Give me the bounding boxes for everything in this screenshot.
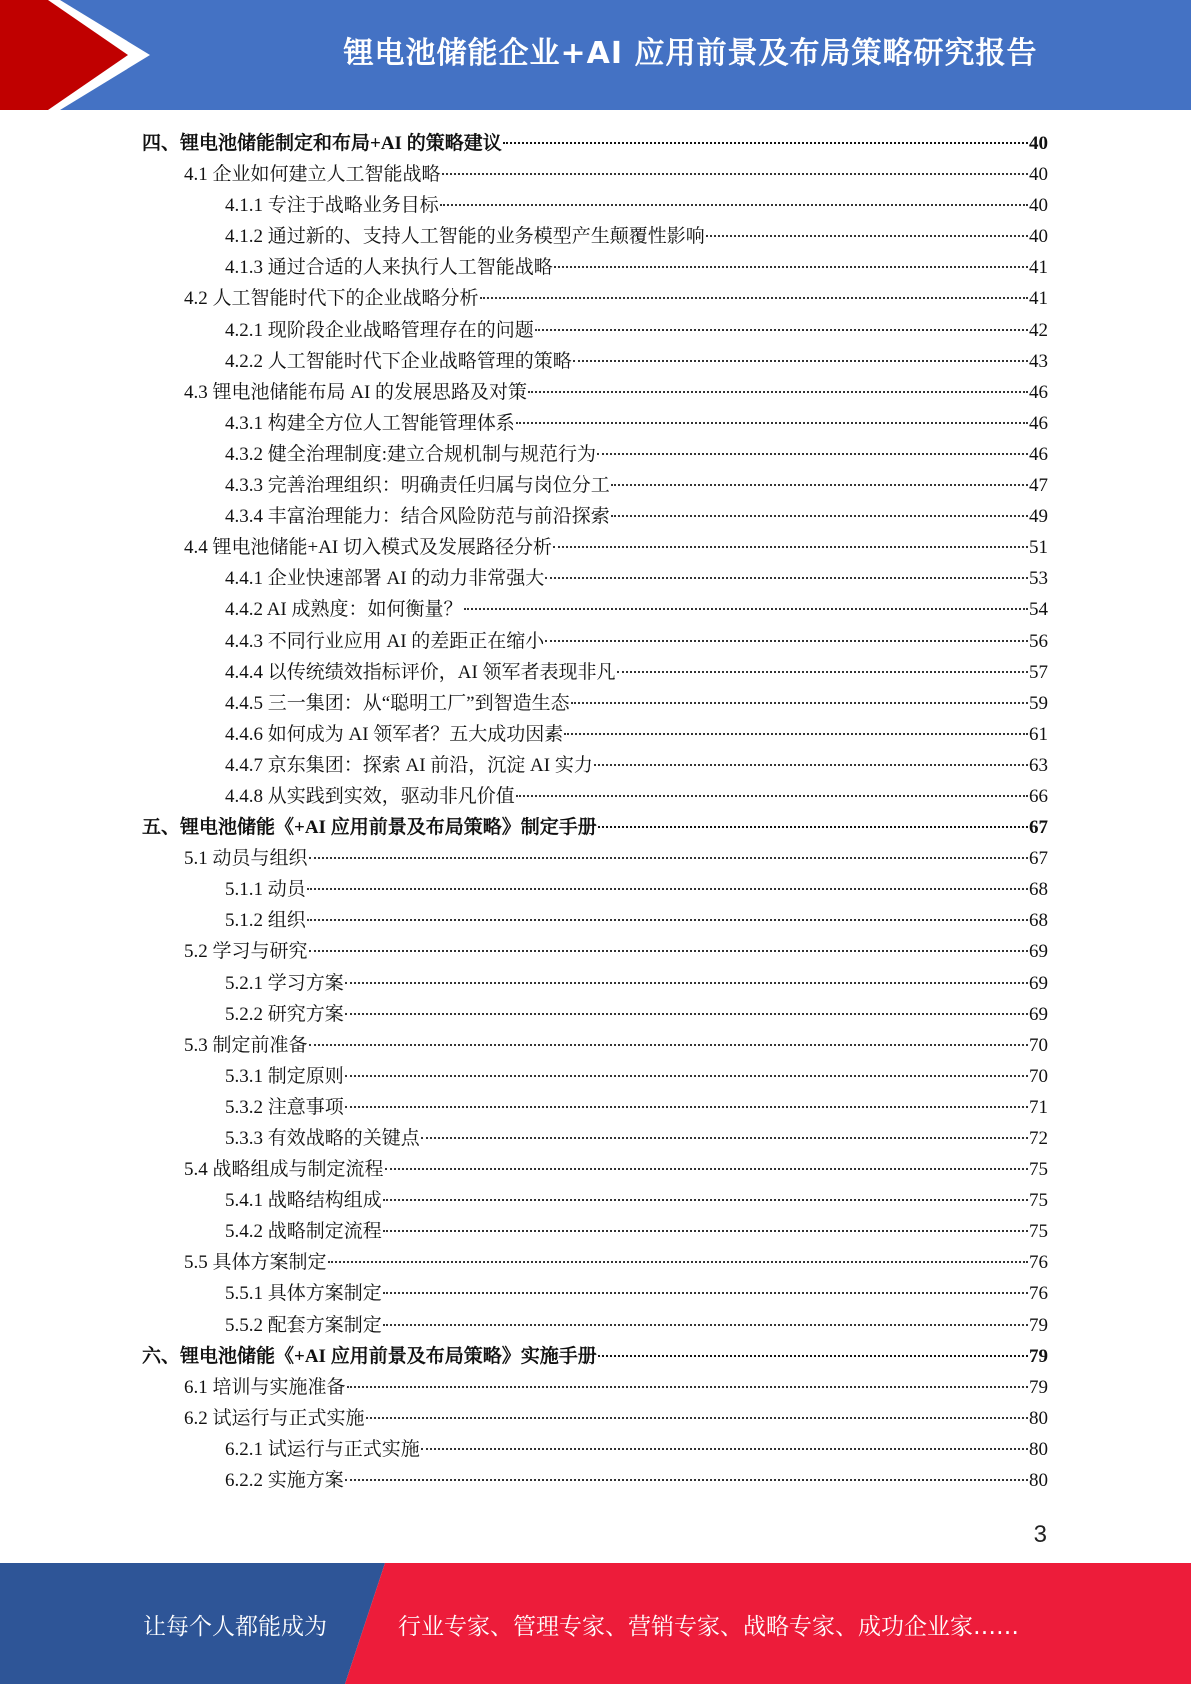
toc-entry-title: 4.3.1 构建全方位人工智能管理体系 [225, 412, 515, 434]
toc-entry[interactable] [142, 501, 1048, 532]
toc-entry-title: 4.1.1 专注于战略业务目标 [225, 195, 439, 217]
toc-entry-page: 79 [1029, 1314, 1048, 1336]
toc-entry-title: 5.2 学习与研究 [184, 941, 308, 963]
toc-entry-page: 69 [1029, 1003, 1048, 1025]
toc-entry-page: 41 [1029, 288, 1048, 310]
toc-leader-dots [554, 266, 1028, 268]
toc-entry[interactable] [142, 1216, 1048, 1247]
toc-entry[interactable] [142, 1372, 1048, 1403]
toc-entry[interactable] [142, 1403, 1048, 1434]
toc-entry-page: 68 [1029, 879, 1048, 901]
toc-leader-dots [571, 702, 1028, 704]
toc-entry-title: 4.2 人工智能时代下的企业战略分析 [184, 288, 479, 310]
toc-entry[interactable] [142, 1247, 1048, 1278]
toc-entry-page: 80 [1029, 1407, 1048, 1429]
toc-entry-title: 4.4.8 从实践到实效，驱动非凡价值 [225, 785, 515, 807]
toc-entry-page: 71 [1029, 1096, 1048, 1118]
toc-entry[interactable] [142, 377, 1048, 408]
toc-leader-dots [573, 360, 1028, 362]
toc-entry-page: 49 [1029, 506, 1048, 528]
toc-entry[interactable] [142, 283, 1048, 314]
toc-entry[interactable] [142, 315, 1048, 346]
toc-leader-dots [706, 235, 1028, 237]
toc-entry-title: 5.1.2 组织 [225, 910, 306, 932]
toc-entry[interactable] [142, 563, 1048, 594]
toc-entry-page: 79 [1029, 1345, 1048, 1367]
toc-entry-page: 69 [1029, 941, 1048, 963]
toc-entry[interactable] [142, 688, 1048, 719]
toc-leader-dots [545, 577, 1028, 579]
toc-leader-dots [345, 982, 1028, 984]
toc-entry-page: 43 [1029, 350, 1048, 372]
toc-entry[interactable] [142, 221, 1048, 252]
toc-entry-title: 5.5.1 具体方案制定 [225, 1283, 382, 1305]
toc-entry-title: 4.4 锂电池储能+AI 切入模式及发展路径分析 [184, 537, 553, 559]
toc-leader-dots [553, 546, 1028, 548]
toc-entry-page: 80 [1029, 1470, 1048, 1492]
toc-entry[interactable] [142, 252, 1048, 283]
toc-entry[interactable] [142, 1030, 1048, 1061]
toc-entry-page: 75 [1029, 1159, 1048, 1181]
toc-entry[interactable] [142, 750, 1048, 781]
toc-entry-title: 5.4.1 战略结构组成 [225, 1190, 382, 1212]
toc-entry-page: 63 [1029, 754, 1048, 776]
toc-entry[interactable] [142, 1123, 1048, 1154]
toc-entry-page: 76 [1029, 1252, 1048, 1274]
toc-entry[interactable] [142, 936, 1048, 967]
page-header [0, 0, 1191, 110]
toc-entry[interactable] [142, 159, 1048, 190]
toc-entry-page: 40 [1029, 133, 1048, 154]
toc-entry-page: 40 [1029, 226, 1048, 248]
toc-leader-dots [309, 1044, 1028, 1046]
report-title: 锂电池储能企业+AI 应用前景及布局策略研究报告 [343, 36, 1038, 71]
toc-entry[interactable] [142, 1341, 1048, 1372]
toc-entry-title: 5.5.2 配套方案制定 [225, 1314, 382, 1336]
toc-leader-dots [516, 422, 1028, 424]
toc-entry[interactable] [142, 1310, 1048, 1341]
toc-entry-page: 54 [1029, 599, 1048, 621]
toc-leader-dots [307, 919, 1028, 921]
toc-entry-title: 4.4.2 AI 成熟度：如何衡量？ [225, 599, 463, 621]
toc-entry-title: 六、锂电池储能《+AI 应用前景及布局策略》实施手册 [142, 1345, 597, 1367]
toc-leader-dots [617, 671, 1028, 673]
toc-leader-dots [503, 142, 1028, 144]
toc-entry-page: 40 [1029, 195, 1048, 217]
toc-entry-title: 4.3 锂电池储能布局 AI 的发展思路及对策 [184, 381, 528, 403]
toc-entry-page: 72 [1029, 1128, 1048, 1149]
toc-leader-dots [442, 173, 1028, 175]
toc-leader-dots [421, 1137, 1028, 1139]
toc-leader-dots [383, 1199, 1028, 1201]
toc-entry-page: 67 [1029, 817, 1048, 839]
toc-entry[interactable] [142, 128, 1048, 159]
toc-leader-dots [309, 950, 1028, 952]
toc-entry-page: 69 [1029, 972, 1048, 994]
toc-entry-title: 4.4.5 三一集团：从“聪明工厂”到智造生态 [225, 692, 570, 714]
toc-entry-title: 4.1 企业如何建立人工智能战略 [184, 164, 441, 186]
toc-entry-title: 6.2.1 试运行与正式实施 [225, 1438, 420, 1460]
toc-entry-title: 6.2 试运行与正式实施 [184, 1407, 365, 1429]
toc-entry[interactable] [142, 408, 1048, 439]
page-footer [0, 1563, 1191, 1684]
footer-slogan-left: 让每个人都能成为 [143, 1614, 327, 1640]
toc-leader-dots [598, 1355, 1028, 1357]
toc-leader-dots [535, 329, 1028, 331]
toc-leader-dots [594, 764, 1028, 766]
header-arrow-decoration [0, 0, 150, 110]
toc-entry-page: 70 [1029, 1034, 1048, 1056]
page-number: 3 [1033, 1521, 1047, 1548]
toc-entry-page: 57 [1029, 661, 1048, 683]
toc-leader-dots [307, 888, 1028, 890]
toc-entry-title: 5.2.1 学习方案 [225, 972, 344, 994]
toc-entry-page: 76 [1029, 1283, 1048, 1305]
toc-entry-page: 80 [1029, 1438, 1048, 1460]
toc-entry-title: 4.3.4 丰富治理能力：结合风险防范与前沿探索 [225, 506, 610, 528]
toc-entry-title: 4.4.4 以传统绩效指标评价，AI 领军者表现非凡 [225, 661, 616, 683]
toc-leader-dots [383, 1230, 1028, 1232]
toc-entry-page: 66 [1029, 785, 1048, 807]
toc-leader-dots [383, 1292, 1028, 1294]
table-of-contents [142, 128, 1048, 1496]
toc-entry[interactable] [142, 905, 1048, 936]
toc-entry[interactable] [142, 657, 1048, 688]
toc-leader-dots [528, 391, 1028, 393]
toc-entry[interactable] [142, 1185, 1048, 1216]
toc-entry-title: 5.3.3 有效战略的关键点 [225, 1128, 420, 1149]
toc-entry[interactable] [142, 346, 1048, 377]
toc-leader-dots [440, 204, 1028, 206]
toc-leader-dots [480, 297, 1028, 299]
toc-entry[interactable] [142, 594, 1048, 625]
toc-leader-dots [345, 1106, 1028, 1108]
toc-entry[interactable] [142, 1154, 1048, 1185]
toc-entry-page: 75 [1029, 1221, 1048, 1243]
toc-leader-dots [564, 733, 1028, 735]
toc-leader-dots [611, 484, 1028, 486]
toc-leader-dots [309, 857, 1028, 859]
toc-entry[interactable] [142, 999, 1048, 1030]
toc-entry-title: 5.3.1 制定原则 [225, 1065, 344, 1087]
toc-entry-page: 53 [1029, 568, 1048, 590]
toc-entry-page: 61 [1029, 723, 1048, 745]
toc-entry-title: 5.4 战略组成与制定流程 [184, 1159, 384, 1181]
toc-entry-page: 67 [1029, 848, 1048, 870]
toc-entry[interactable] [142, 968, 1048, 999]
toc-entry-page: 59 [1029, 692, 1048, 714]
toc-entry-title: 4.3.2 健全治理制度:建立合规机制与规范行为 [225, 443, 597, 465]
toc-entry-title: 4.3.3 完善治理组织：明确责任归属与岗位分工 [225, 475, 610, 497]
toc-leader-dots [464, 608, 1028, 610]
toc-leader-dots [345, 1479, 1028, 1481]
toc-entry[interactable] [142, 781, 1048, 812]
toc-entry-page: 42 [1029, 319, 1048, 341]
toc-entry[interactable] [142, 1434, 1048, 1465]
toc-entry[interactable] [142, 1278, 1048, 1309]
toc-entry-title: 5.3 制定前准备 [184, 1034, 308, 1056]
toc-leader-dots [345, 1075, 1028, 1077]
toc-entry-title: 4.2.1 现阶段企业战略管理存在的问题 [225, 319, 534, 341]
toc-entry-title: 5.1 动员与组织 [184, 848, 308, 870]
toc-entry[interactable] [142, 1061, 1048, 1092]
toc-entry-page: 79 [1029, 1376, 1048, 1398]
toc-leader-dots [345, 1013, 1028, 1015]
toc-entry[interactable] [142, 626, 1048, 657]
toc-leader-dots [597, 453, 1028, 455]
toc-leader-dots [328, 1261, 1028, 1263]
toc-entry-title: 5.2.2 研究方案 [225, 1003, 344, 1025]
toc-entry[interactable] [142, 532, 1048, 563]
toc-entry-title: 6.1 培训与实施准备 [184, 1376, 346, 1398]
toc-entry[interactable] [142, 719, 1048, 750]
footer-slogan-right: 行业专家、管理专家、营销专家、战略专家、成功企业家…… [398, 1614, 1019, 1640]
toc-entry-page: 46 [1029, 412, 1048, 434]
toc-entry-title: 五、锂电池储能《+AI 应用前景及布局策略》制定手册 [142, 817, 597, 839]
toc-leader-dots [611, 515, 1028, 517]
toc-entry[interactable] [142, 1465, 1048, 1496]
toc-entry-title: 4.4.3 不同行业应用 AI 的差距正在缩小 [225, 630, 545, 652]
toc-entry-page: 40 [1029, 164, 1048, 186]
toc-entry-title: 4.2.2 人工智能时代下企业战略管理的策略 [225, 350, 572, 372]
toc-entry-title: 5.3.2 注意事项 [225, 1096, 344, 1118]
toc-leader-dots [385, 1168, 1028, 1170]
toc-entry-page: 46 [1029, 381, 1048, 403]
toc-leader-dots [598, 826, 1028, 828]
toc-entry-title: 6.2.2 实施方案 [225, 1470, 344, 1492]
toc-entry-page: 47 [1029, 475, 1048, 497]
toc-entry-title: 4.1.3 通过合适的人来执行人工智能战略 [225, 257, 553, 279]
toc-entry-title: 四、锂电池储能制定和布局+AI 的策略建议 [142, 133, 502, 154]
toc-leader-dots [366, 1417, 1028, 1419]
toc-entry-title: 4.1.2 通过新的、支持人工智能的业务模型产生颠覆性影响 [225, 226, 705, 248]
toc-leader-dots [383, 1324, 1028, 1326]
toc-entry-page: 46 [1029, 443, 1048, 465]
toc-entry-page: 75 [1029, 1190, 1048, 1212]
toc-entry[interactable] [142, 470, 1048, 501]
toc-entry[interactable] [142, 1092, 1048, 1123]
toc-entry[interactable] [142, 874, 1048, 905]
toc-entry-title: 4.4.6 如何成为 AI 领军者？五大成功因素 [225, 723, 564, 745]
toc-entry-title: 4.4.7 京东集团：探索 AI 前沿，沉淀 AI 实力 [225, 754, 593, 776]
toc-entry-page: 68 [1029, 910, 1048, 932]
toc-leader-dots [545, 640, 1028, 642]
toc-entry[interactable] [142, 843, 1048, 874]
toc-entry[interactable] [142, 190, 1048, 221]
toc-leader-dots [421, 1448, 1028, 1450]
toc-entry[interactable] [142, 439, 1048, 470]
toc-entry-title: 5.1.1 动员 [225, 879, 306, 901]
toc-entry-page: 56 [1029, 630, 1048, 652]
toc-entry-title: 4.4.1 企业快速部署 AI 的动力非常强大 [225, 568, 545, 590]
toc-entry-page: 41 [1029, 257, 1048, 279]
toc-entry-page: 51 [1029, 537, 1048, 559]
toc-entry-title: 5.4.2 战略制定流程 [225, 1221, 382, 1243]
toc-entry-page: 70 [1029, 1065, 1048, 1087]
toc-leader-dots [516, 795, 1028, 797]
toc-entry-title: 5.5 具体方案制定 [184, 1252, 327, 1274]
toc-entry[interactable] [142, 812, 1048, 843]
toc-leader-dots [347, 1386, 1028, 1388]
